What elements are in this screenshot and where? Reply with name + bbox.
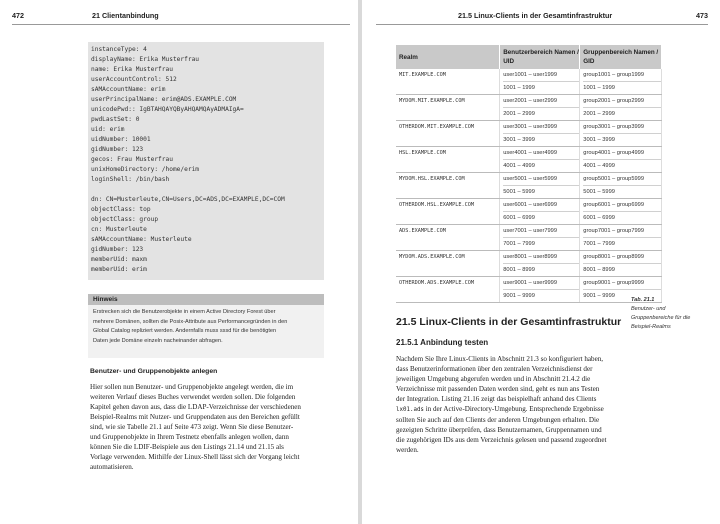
caption-line: Gruppenbereiche für die [631, 315, 691, 321]
table-row [396, 147, 662, 173]
inline-code: lx01.ads [396, 407, 424, 413]
uid-range: 3001 – 3999 [503, 133, 579, 146]
gid-range: 4001 – 4999 [583, 159, 661, 172]
group-range-cell [580, 147, 662, 173]
code-line: objectClass: top [91, 206, 151, 213]
table-row [396, 95, 662, 121]
uid-range: 6001 – 6999 [503, 211, 579, 224]
user-range-cell [500, 277, 580, 303]
code-line: pwdLastSet: 0 [91, 116, 140, 123]
paragraph-line: können Sie die LDIF-Beispiele aus den Listings 21.14 und 21.15 als [90, 443, 284, 451]
table-row [396, 225, 662, 251]
group-range-cell [580, 199, 662, 225]
code-line: cn: Musterleute [91, 226, 147, 233]
paragraph-line: dass Benutzerinformationen über den zentralen Verzeichnisdienst der [396, 365, 593, 373]
table-row [396, 173, 662, 199]
user-range-cell [500, 121, 580, 147]
gid-range: 7001 – 7999 [583, 237, 661, 250]
table-caption-number: Tab. 21.1 [631, 297, 655, 303]
paragraph-line: weiteren Verlauf dieses Buches verwendet werden sollen. Die folgenden [90, 393, 296, 401]
running-header-left [12, 8, 350, 25]
paragraph-line: Nachdem Sie Ihre Linux-Clients in Abschnitt 21.3 so konfiguriert haben, [396, 355, 604, 363]
note-line: mehrere Domänen, sollten die Posix-Attribute aus Performancegründen in den [93, 318, 288, 325]
uid-range: 1001 – 1999 [503, 81, 579, 94]
paragraph-line: automatisieren. [90, 463, 134, 471]
group-name-range: group6001 – group6999 [583, 202, 645, 208]
note-title: Hinweis [93, 296, 118, 303]
left-page [0, 0, 358, 524]
user-range-cell [500, 199, 580, 225]
realm-cell: MIT.EXAMPLE.COM [396, 69, 500, 95]
paragraph-line: Verzeichnisse mit passenden Daten werden sind, geht es nun ans Testen [396, 385, 600, 393]
table-header-realm: Realm [396, 45, 500, 69]
chapter-title-left: 21 Clientanbindung [92, 11, 159, 20]
gid-range: 8001 – 8999 [583, 263, 661, 276]
realm-cell: HSL.EXAMPLE.COM [396, 147, 500, 173]
code-line: dn: CN=Musterleute,CN=Users,DC=ADS,DC=EXAMPLE,DC=COM [91, 196, 285, 203]
paragraph-line [396, 404, 606, 415]
code-line: userAccountControl: 512 [91, 76, 177, 83]
table-header-group-range: Gruppenbereich Namen / GID [580, 45, 662, 69]
gid-range: 1001 – 1999 [583, 81, 661, 94]
user-name-range: user9001 – user9999 [503, 280, 558, 286]
table-header-user-range: Benutzerbereich Namen / UID [500, 45, 580, 69]
user-range-cell [500, 95, 580, 121]
note-line: Daten jede Domäne einzeln nacheinander abfragen. [93, 337, 223, 344]
line-text: in der Active-Directory-Umgebung. Entsprechende Ergebnisse [423, 405, 604, 413]
gid-range: 5001 – 5999 [583, 185, 661, 198]
code-line: instanceType: 4 [91, 46, 147, 53]
realm-cell: OTHERDOM.HSL.EXAMPLE.COM [396, 199, 500, 225]
section-heading-left: Benutzer- und Gruppenobjekte anlegen [90, 368, 218, 375]
user-range-cell [500, 251, 580, 277]
page-number-left: 472 [12, 11, 24, 20]
user-name-range: user2001 – user2999 [503, 98, 558, 104]
table-row [396, 69, 662, 95]
note-line: Erstrecken sich die Benutzerobjekte in einem Active Directory Forest über [93, 309, 276, 315]
table-header-row [396, 45, 662, 69]
paragraph-line: Beispiel-Realms mit Nutzer- und Gruppendaten aus den Bereichen gefüllt [90, 413, 300, 421]
body-paragraph-left [90, 382, 301, 472]
paragraph-line: Vorlage verwenden. Mithilfe der Linux-Shell lässt sich der Vorgang leicht [90, 453, 300, 461]
realm-table [396, 45, 662, 303]
caption-line: Benutzer- und [631, 306, 666, 312]
code-line: gidNumber: 123 [91, 246, 144, 253]
user-range-cell [500, 225, 580, 251]
code-line: uid: erim [91, 126, 125, 133]
group-range-cell [580, 69, 662, 95]
realm-cell: MYDOM.HSL.EXAMPLE.COM [396, 173, 500, 199]
table-row [396, 251, 662, 277]
code-line: gidNumber: 123 [91, 146, 144, 153]
user-range-cell [500, 69, 580, 95]
realm-cell: MYDOM.ADS.EXAMPLE.COM [396, 251, 500, 277]
paragraph-line: sollten Sie auch auf den Clients der anderen Umgebungen erhalten. Die [396, 416, 600, 424]
realm-cell: ADS.EXAMPLE.COM [396, 225, 500, 251]
code-line: name: Erika Musterfrau [91, 66, 173, 73]
code-line: memberUid: erim [91, 266, 147, 273]
code-line: sAMAccountName: erim [91, 86, 166, 93]
group-name-range: group9001 – group9999 [583, 280, 645, 286]
page-number-right: 473 [696, 11, 708, 20]
table-row [396, 199, 662, 225]
uid-range: 7001 – 7999 [503, 237, 579, 250]
paragraph-line: die zugehörigen IDs aus dem Verzeichnis gelesen und passend zugeordnet [396, 436, 607, 444]
table-caption [631, 296, 716, 332]
paragraph-line: gezeigten Schritte überprüfen, dass Benutzernamen, Gruppennamen und [396, 426, 602, 434]
code-line: objectClass: group [91, 216, 159, 223]
group-range-cell [580, 225, 662, 251]
user-range-cell [500, 147, 580, 173]
chapter-title-right: 21.5 Linux-Clients in der Gesamtinfrastruktur [458, 11, 613, 20]
table-row [396, 277, 662, 303]
gid-range: 9001 – 9999 [583, 289, 661, 302]
note-box [88, 294, 324, 358]
group-name-range: group3001 – group3999 [583, 124, 645, 130]
user-name-range: user1001 – user1999 [503, 72, 558, 78]
code-line: gecos: Frau Musterfrau [91, 156, 173, 163]
note-title-bar [88, 294, 324, 305]
group-range-cell [580, 251, 662, 277]
user-name-range: user3001 – user3999 [503, 124, 558, 130]
code-line: memberUid: maxm [91, 256, 147, 263]
uid-range: 9001 – 9999 [503, 289, 579, 302]
group-range-cell [580, 173, 662, 199]
group-range-cell [580, 121, 662, 147]
uid-range: 4001 – 4999 [503, 159, 579, 172]
user-name-range: user4001 – user4999 [503, 150, 558, 156]
gid-range: 3001 – 3999 [583, 133, 661, 146]
uid-range: 8001 – 8999 [503, 263, 579, 276]
gid-range: 6001 – 6999 [583, 211, 661, 224]
realm-cell: MYDOM.MIT.EXAMPLE.COM [396, 95, 500, 121]
paragraph-line: jeweiligen Umgebung abgerufen werden und in Abschnitt 21.4.2 die [396, 375, 591, 383]
code-listing [88, 42, 324, 280]
group-name-range: group5001 – group5999 [583, 176, 645, 182]
table-row [396, 121, 662, 147]
uid-range: 2001 – 2999 [503, 107, 579, 120]
user-range-cell [500, 173, 580, 199]
note-body [93, 308, 321, 346]
paragraph-line: Kapitel gehen davon aus, dass die LDAP-Verzeichnisse der verschiedenen [90, 403, 301, 411]
paragraph-line: der Integration. Listing 21.16 zeigt das beispielhaft anhand des Clients [396, 395, 597, 403]
user-name-range: user7001 – user7999 [503, 228, 558, 234]
group-name-range: group2001 – group2999 [583, 98, 645, 104]
code-line: unixHomeDirectory: /home/erim [91, 166, 200, 173]
section-heading-right: 21.5 Linux-Clients in der Gesamtinfrastruktur [396, 316, 622, 328]
realm-cell: OTHERDOM.MIT.EXAMPLE.COM [396, 121, 500, 147]
running-header-right [376, 8, 708, 25]
group-range-cell [580, 95, 662, 121]
group-name-range: group1001 – group1999 [583, 72, 645, 78]
gid-range: 2001 – 2999 [583, 107, 661, 120]
caption-line: Beispiel-Realms [631, 324, 671, 330]
realm-cell: OTHERDOM.ADS.EXAMPLE.COM [396, 277, 500, 303]
group-name-range: group7001 – group7999 [583, 228, 645, 234]
paragraph-line: und Gruppenobjekte in Ihrem Testnetz ebenfalls anlegen wollen, dann [90, 433, 289, 441]
code-line: userPrincipalName: erim@ADS.EXAMPLE.COM [91, 96, 237, 103]
group-name-range: group8001 – group8999 [583, 254, 645, 260]
code-line: unicodePwd:: IgBTAHQAYQByAHQAMQAyADMAIgA= [91, 106, 244, 113]
body-paragraph-right [396, 354, 606, 455]
user-name-range: user6001 – user6999 [503, 202, 558, 208]
note-line: Global Catalog repliziert werden. Andernfalls muss sssd für die benötigten [93, 328, 277, 335]
paragraph-line: Hier sollen nun Benutzer- und Gruppenobjekte angelegt werden, die im [90, 383, 294, 391]
code-line: uidNumber: 10001 [91, 136, 151, 143]
code-line: loginShell: /bin/bash [91, 176, 170, 183]
user-name-range: user5001 – user5999 [503, 176, 558, 182]
uid-range: 5001 – 5999 [503, 185, 579, 198]
user-name-range: user8001 – user8999 [503, 254, 558, 260]
paragraph-line: werden. [396, 446, 419, 454]
code-line: displayName: Erika Musterfrau [91, 56, 200, 63]
code-line: sAMAccountName: Musterleute [91, 236, 192, 243]
subsection-heading-right: 21.5.1 Anbindung testen [396, 338, 489, 347]
group-name-range: group4001 – group4999 [583, 150, 645, 156]
paragraph-line: sind, wie sie Tabelle 21.1 auf Seite 473 zeigt. Wenn Sie diese Benutzer- [90, 423, 294, 431]
